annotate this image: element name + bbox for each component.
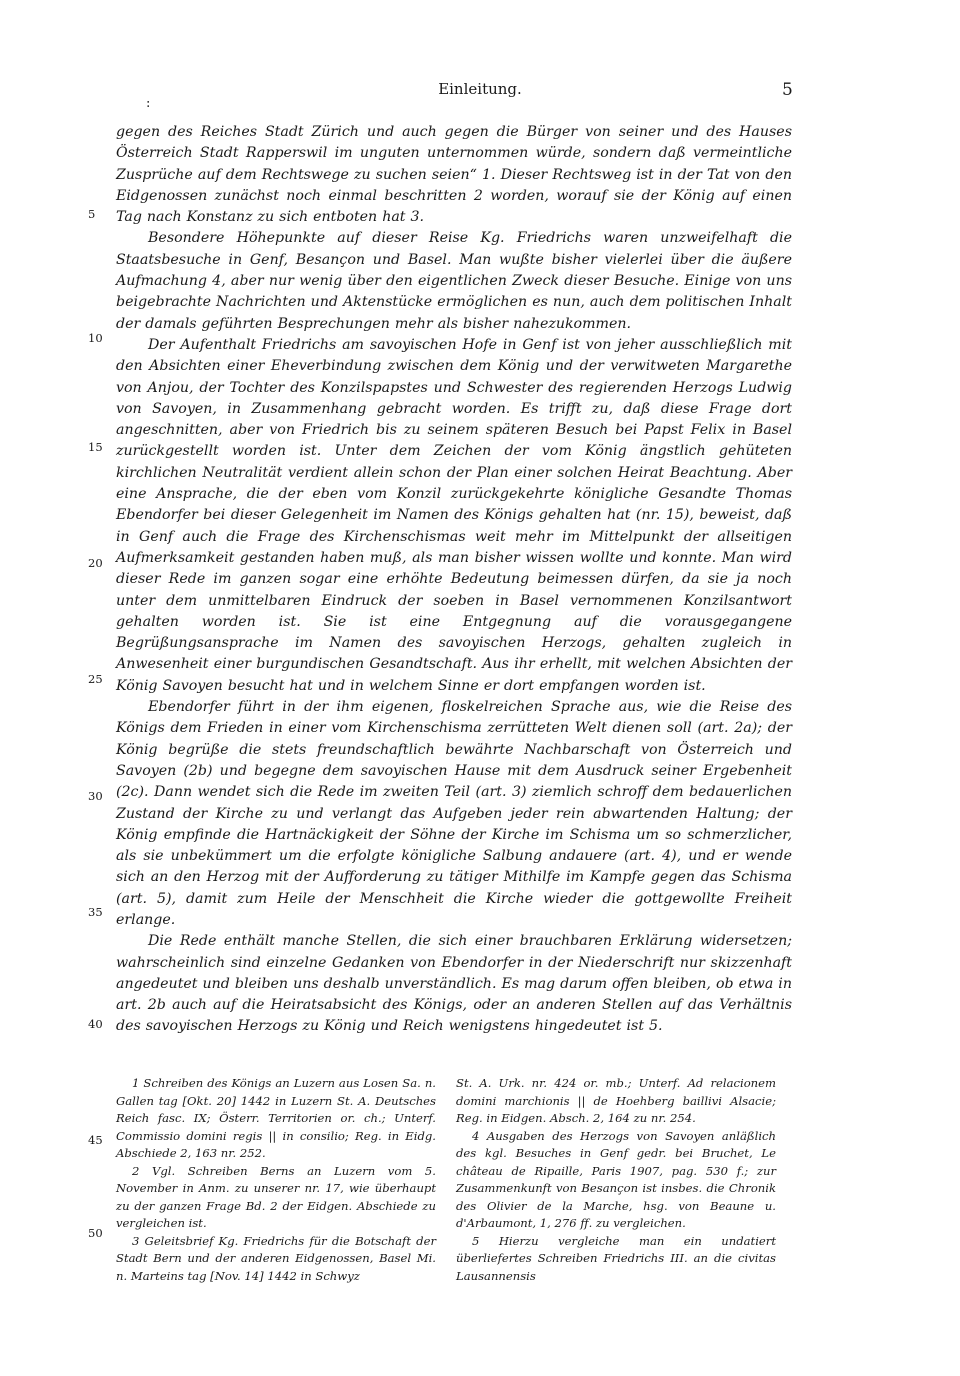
footnote: 2 Vgl. Schreiben Berns an Luzern vom 5. November in Anm. zu unserer nr. 17, wie überhaupt zu der ganzen Frage Bd. 2 der Eidgen. Abschiede zu vergleichen ist.: [116, 1163, 436, 1230]
stray-mark: :: [146, 96, 151, 111]
line-number: 40: [88, 1017, 103, 1031]
footnote: 1 Schreiben des Königs an Luzern aus Losen Sa. n. Gallen tag [Okt. 20] 1442 in Luzern St. A. Deutsches Reich fasc. IX; Österr. Territorien or. ch.; Unterf. Commissio domini regis || in consilio; Reg. in Eidg. Abschiede 2, 163 nr. 252.: [116, 1076, 436, 1160]
line-number: 5: [88, 207, 96, 221]
paragraph: Der Aufenthalt Friedrichs am savoyischen Hofe in Genf ist von jeher ausschließlich mit den Absichten einer Eheverbindung zwischen dem König und der verwitweten Margarethe von Anjou, der Tochter des Konzilspapstes und Schwester des regierenden Herzogs Ludwig von Savoyen, in Zusammenhang gebracht worden. Es trifft zu, daß diese Frage dort angeschnitten, aber von Friedrich bis zu seinem späteren Besuch bei Papst Felix in Basel zurückgestellt worden ist. Unter dem Zeichen der vom König ängstlich gehüteten kirchlichen Neutralität verdient allein schon der Plan einer solchen Heirat Beachtung. Aber eine Ansprache, die der eben vom Konzil zurückgekehrte königliche Gesandte Thomas Ebendorfer bei dieser Gelegenheit im Namen des Königs gehalten hat (nr. 15), beweist, daß in Genf auch die Frage des Kirchenschismas weit mehr im Mittelpunkt der allseitigen Aufmerksamkeit gestanden haben muß, als man bisher wissen wollte und konnte. Man wird dieser Rede im ganzen sogar eine erhöhte Bedeutung beimessen dürfen, da sie ja noch unter dem unmittelbaren Eindruck der soeben in Basel vernommenen Konzilsantwort gehalten worden ist. Sie ist eine Entgegnung auf die vorausgegangene Begrüßungsansprache im Namen des savoyischen Herzogs, gehalten zugleich in Anwesenheit einer burgundischen Gesandtschaft. Aus ihr erhellt, mit welchen Absichten der König Savoyen besucht hat und in welchem Sinne er dort empfangen worden ist.: [116, 336, 792, 694]
line-number: 50: [88, 1226, 103, 1240]
paragraph: Besondere Höhepunkte auf dieser Reise Kg. Friedrichs waren unzweifelhaft die Staatsbesuche in Genf, Besançon und Basel. Man wußte bisher vielerlei über die äußere Aufmachung 4, aber nur wenig über den eigentlichen Zweck dieser Besuche. Einige von uns beigebrachte Nachrichten und Aktenstücke ermöglichen es nun, auch dem politischen Inhalt der damals geführten Besprechungen mehr als bisher nahezukommen.: [116, 230, 792, 332]
line-number: 25: [88, 672, 103, 686]
line-number: 20: [88, 556, 103, 570]
line-number: 30: [88, 789, 103, 803]
footnotes-left-column: [116, 1075, 436, 1285]
footnote: 3 Geleitsbrief Kg. Friedrichs für die Botschaft der Stadt Bern und der anderen Eidgenossen, Basel Mi. n. Marteins tag [Nov. 14] 1442 in Schwyz: [116, 1233, 436, 1283]
line-number: 10: [88, 331, 103, 345]
main-text: [116, 122, 792, 1038]
footnote: 4 Ausgaben des Herzogs von Savoyen anläßlich des kgl. Besuches in Genf gedr. bei Bruchet, Le château de Ripaille, Paris 1907, pag. 530 f.; zur Zusammenkunft von Besançon ist insbes. die Chronik des Olivier de la Marche, hsg. von Beaune u. d'Arbaumont, 1, 276 ff. zu vergleichen.: [456, 1128, 776, 1230]
footnotes-right-column: [456, 1075, 776, 1285]
line-number: 45: [88, 1133, 103, 1147]
running-title: Einleitung.: [438, 80, 522, 98]
line-number: 15: [88, 440, 103, 454]
paragraph: Die Rede enthält manche Stellen, die sich einer brauchbaren Erklärung widersetzen; wahrscheinlich sind einzelne Gedanken von Ebendorfer in der Niederschrift nur skizzenhaft angedeutet und bleiben uns deshalb unverständlich. Es mag darum offen bleiben, ob etwa in art. 2b auch auf die Heiratsabsicht des Königs, oder an anderen Stellen auf das Verhältnis des savoyischen Herzogs zu König und Reich wenigstens hingedeutet ist 5.: [116, 933, 792, 1035]
paragraph: gegen des Reiches Stadt Zürich und auch gegen die Bürger von seiner und des Hauses Österreich Stadt Rapperswil im unguten unternommen würde, sondern daß vermeintliche Zusprüche auf dem Rechtswege zu suchen seien“ 1. Dieser Rechtsweg ist in der Tat von den Eidgenossen zunächst noch einmal beschritten 2 worden, worauf sie der König auf einen Tag nach Konstanz zu sich entboten hat 3.: [116, 124, 792, 226]
page-number: 5: [782, 80, 793, 100]
paragraph: Ebendorfer führt in der ihm eigenen, floskelreichen Sprache aus, wie die Reise des Königs dem Frieden in einer vom Kirchenschisma zerrütteten Welt dienen soll (art. 2a); der König begrüße die stets freundschaftlich bewährte Nachbarschaft von Österreich und Savoyen (2b) und begegne dem savoyischen Hause mit dem Ausdruck seiner Ergebenheit (2c). Dann wendet sich die Rede im zweiten Teil (art. 3) ziemlich schroff dem bedauerlichen Zustand der Kirche zu und verlangt das Aufgeben jeder rein abwartenden Haltung; der König empfinde die Hartnäckigkeit der Söhne der Kirche im Schisma um so schmerzlicher, als sie unbekümmert um die erfolgte königliche Salbung andauere (art. 4), und er wende sich an den Herzog mit der Aufforderung zu tätiger Mithilfe im Kampfe gegen das Schisma (art. 5), damit zum Heile der Menschheit die Kirche wieder die gottgewollte Freiheit erlange.: [116, 699, 792, 928]
footnote-continuation: St. A. Urk. nr. 424 or. mb.; Unterf. Ad relacionem domini marchionis || de Hoehberg baillivi Alsacie; Reg. in Eidgen. Absch. 2, 164 zu nr. 254.: [456, 1076, 776, 1125]
footnote: 5 Hierzu vergleiche man ein undatiert überliefertes Schreiben Friedrichs III. an die civitas Lausannensis: [456, 1233, 776, 1283]
line-number: 35: [88, 905, 103, 919]
